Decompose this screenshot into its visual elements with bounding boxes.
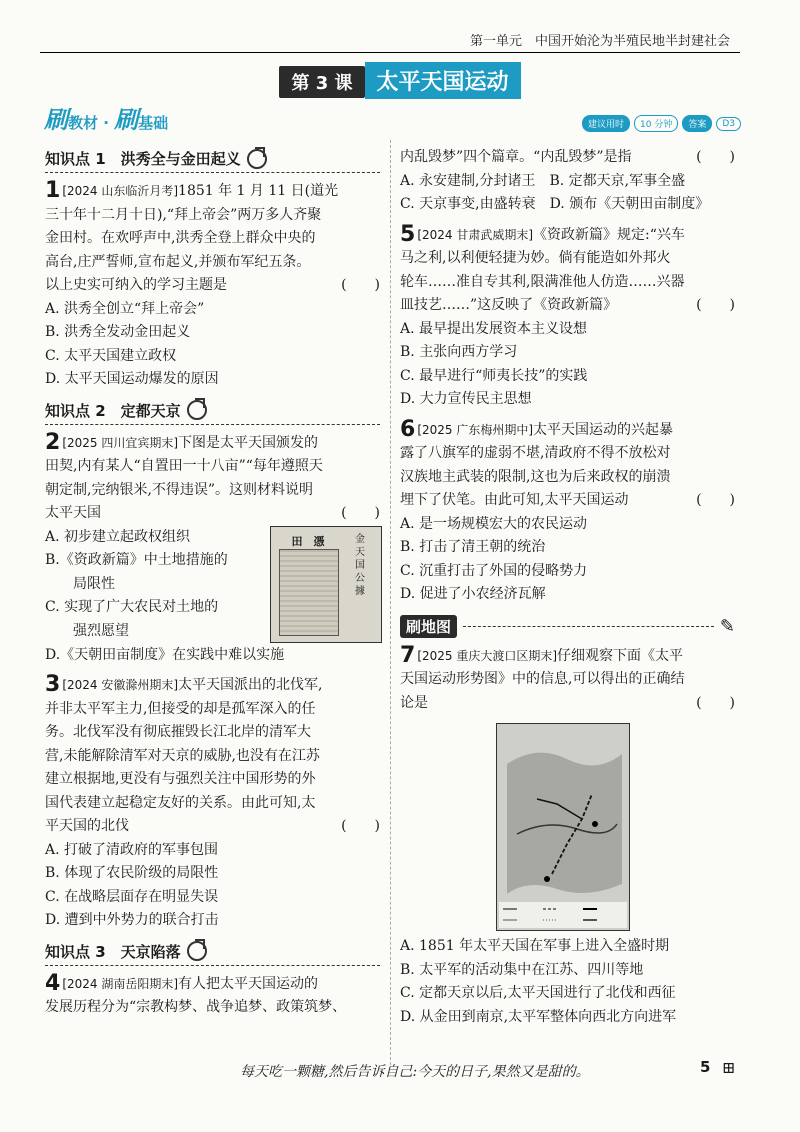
question-4-cont: 内乱毁梦”四个篇章。“内乱毁梦”是指 ( ) — [400, 149, 735, 165]
q2-option-a[interactable]: A. 初步建立起政权组织 — [45, 528, 191, 545]
map-section-tag: 刷地图 ✎ — [400, 615, 735, 638]
map-graphic — [497, 724, 629, 930]
reading-icon: ✎ — [719, 615, 735, 637]
q4-option-c[interactable]: C. 天京事变,由盛转衰 — [400, 196, 536, 212]
q2-option-c[interactable]: C. 实现了广大农民对土地的 强烈愿望 — [45, 599, 219, 639]
page-number: 5 — [700, 1058, 711, 1076]
left-column — [45, 148, 380, 1020]
footer-motto: 每天吃一颗糖,然后告诉自己:今天的日子,果然又是甜的。 — [240, 1064, 590, 1080]
q1-option-b[interactable]: B. 洪秀全发动金田起义 — [45, 324, 191, 340]
q4-option-cd — [400, 193, 735, 217]
bookmark-icon: ⊞ — [722, 1058, 736, 1077]
q3-option-a[interactable]: A. 打破了清政府的军事包围 — [45, 841, 219, 858]
land-deed-image: 田 憑 金 天 国 公 據 — [270, 526, 382, 643]
taiping-situation-map — [496, 723, 630, 931]
header-unit: 第一单元 中国开始沦为半殖民地半封建社会 — [469, 34, 730, 49]
q3-option-d[interactable]: D. 遭到中外势力的联合打击 — [45, 912, 219, 928]
question-6: 6 [2025 广东梅州期中]太平天国运动的兴起暴 露了八旗军的虚弱不堪,清政府不得不放松对 汉族地主武装的限制,这也为后来政权的崩溃 埋下了伏笔。由此可知,太平天国运动 ( ) — [400, 416, 735, 508]
q4-option-ab — [400, 170, 735, 194]
q3-option-b[interactable]: B. 体现了农民阶级的局限性 — [45, 865, 219, 881]
q7-option-b[interactable]: B. 太平军的活动集中在江苏、四川等地 — [400, 961, 644, 978]
header-rule — [40, 52, 740, 53]
q4-option-d[interactable]: D. 颁布《天朝田亩制度》 — [549, 196, 710, 212]
knowledge-point-1: 知识点 1 洪秀全与金田起义 — [45, 148, 380, 173]
q7-option-d[interactable]: D. 从金田到南京,太平军整体向西北方向进军 — [400, 1008, 677, 1025]
question-7: 7 [2025 重庆大渡口区期末]仔细观察下面《太平 天国运动形势图》中的信息,可以得出的正确结 论是 ( ) — [400, 642, 735, 711]
target-icon — [247, 149, 267, 169]
column-divider — [390, 140, 391, 1065]
q5-option-d[interactable]: D. 大力宣传民主思想 — [400, 391, 532, 407]
q1-option-d[interactable]: D. 太平天国运动爆发的原因 — [45, 371, 219, 387]
q5-option-b[interactable]: B. 主张向西方学习 — [400, 344, 518, 360]
right-column — [400, 146, 735, 1029]
q3-option-c[interactable]: C. 在战略层面存在明显失误 — [45, 888, 219, 905]
knowledge-point-2: 知识点 2 定都天京 — [45, 400, 380, 425]
q1-option-c[interactable]: C. 太平天国建立政权 — [45, 347, 177, 364]
question-1: 1 [2024 山东临沂月考]1851 年 1 月 11 日(道光 三十年十二月十日),“拜上帝会”两万多人齐聚 金田村。在欢呼声中,洪秀全登上群众中央的 高台,庄严誓师,宣布起义,并颁布军纪五条。 以上史实可纳入的学习主题是 ( ) — [45, 178, 380, 293]
q6-option-d[interactable]: D. 促进了小农经济瓦解 — [400, 586, 546, 602]
q6-option-a[interactable]: A. 是一场规模宏大的农民运动 — [400, 515, 588, 532]
section-brand: 刷教材 · 刷基础 — [44, 106, 169, 134]
q6-option-b[interactable]: B. 打击了清王朝的统治 — [400, 539, 546, 555]
question-4: 4 [2024 湖南岳阳期末]有人把太平天国运动的 发展历程分为“宗教构梦、战争追梦、政策筑梦、 — [45, 970, 347, 1015]
target-icon — [187, 941, 207, 961]
time-info: 建议用时 10 分钟 答案 D3 — [582, 115, 741, 132]
lesson-title — [0, 62, 800, 99]
q2-option-d[interactable]: D.《天朝田亩制度》在实践中难以实施 — [45, 646, 285, 663]
map-block — [400, 715, 735, 935]
q7-option-c[interactable]: C. 定都天京以后,太平天国进行了北伐和西征 — [400, 985, 676, 1001]
target-icon — [187, 400, 207, 420]
q5-option-c[interactable]: C. 最早进行“师夷长技”的实践 — [400, 367, 588, 384]
q2-options-block — [45, 526, 380, 644]
q6-option-c[interactable]: C. 沉重打击了外国的侵略势力 — [400, 562, 588, 579]
q2-option-b[interactable]: B.《资政新篇》中土地措施的 局限性 — [45, 552, 228, 592]
q5-option-a[interactable]: A. 最早提出发展资本主义设想 — [400, 320, 588, 337]
q1-option-a[interactable]: A. 洪秀全创立“拜上帝会” — [45, 300, 205, 317]
lesson-number: 第 3 课 — [279, 66, 364, 98]
question-3: 3 [2024 安徽滁州期末]太平天国派出的北伐军, 并非太平军主力,但接受的却是孤军深入的任 务。北伐军没有彻底摧毁长江北岸的清军大 营,未能解除清军对天京的威胁,也没有在江苏 建立根据地,更没有与强烈关注中国形势的外 国代表建立起稳定友好的关系。由此可知,太 平天国的北伐 ( ) — [45, 672, 380, 834]
question-2: 2 [2025 四川宜宾期末]下图是太平天国颁发的 田契,内有某人“自置田一十八亩”“每年遵照天 朝定制,完纳银米,不得违误”。这则材料说明 太平天国 ( ) — [45, 429, 380, 521]
q4-option-b[interactable]: B. 定都天京,军事全盛 — [549, 172, 686, 189]
lesson-topic: 太平天国运动 — [365, 62, 521, 99]
question-5: 5 [2024 甘肃武威期末]《资政新篇》规定:“兴车 马之利,以利便轻捷为妙。倘有能造如外邦火 轮车……准自专其利,限满准他人仿造……兴器 皿技艺……”这反映了《资政新篇》 ( ) — [400, 221, 735, 313]
knowledge-point-3: 知识点 3 天京陷落 — [45, 941, 380, 966]
q7-option-a[interactable]: A. 1851 年太平天国在军事上进入全盛时期 — [400, 938, 670, 954]
q4-option-a[interactable]: A. 永安建制,分封诸王 — [400, 172, 536, 189]
